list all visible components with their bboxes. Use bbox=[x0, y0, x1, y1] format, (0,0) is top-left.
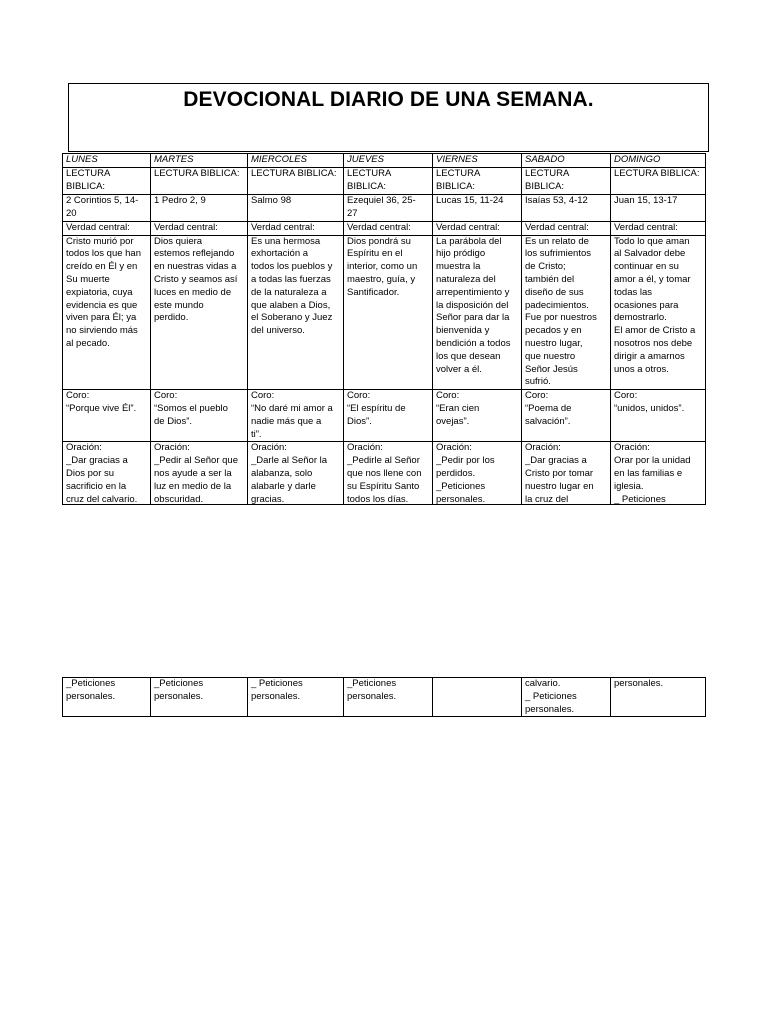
verdad-central-line: Cristo murió por bbox=[66, 235, 134, 247]
lectura-line: Juan 15, 13-17 bbox=[614, 194, 678, 206]
coro-line: ti”. bbox=[251, 428, 262, 440]
lectura-label-line: LECTURA bbox=[66, 167, 111, 179]
coro-line: Coro: bbox=[154, 390, 178, 402]
verdad-central-line: Cristo y seamos así bbox=[154, 273, 238, 285]
verdad-central-line: arrepentimiento y bbox=[436, 286, 510, 298]
oracion-line: la cruz del bbox=[525, 493, 569, 505]
oracion-line: _Dar gracias a bbox=[525, 455, 587, 467]
verdad-central-line: todas las bbox=[614, 286, 653, 298]
verdad-label-row bbox=[63, 221, 706, 235]
lectura-label-line: BIBLICA: bbox=[66, 180, 106, 192]
lectura-miercoles bbox=[248, 194, 344, 221]
coro-line: “Poema de bbox=[525, 402, 572, 414]
lectura-line: Isaías 53, 4-12 bbox=[525, 194, 588, 206]
coro-line: Coro: bbox=[525, 390, 549, 402]
verdad-central-line: al Salvador debe bbox=[614, 248, 686, 260]
coro-domingo bbox=[611, 390, 706, 442]
verdad-label-line: Verdad central: bbox=[251, 221, 315, 233]
verdad-central-line: Dios quiera bbox=[154, 235, 203, 247]
lectura-line: Salmo 98 bbox=[251, 194, 292, 206]
coro-line: salvación”. bbox=[525, 415, 571, 427]
verdad-central-line: no sirviendo más bbox=[66, 325, 138, 337]
coro-lunes bbox=[63, 390, 151, 442]
verdad-central-line: ocasiones para bbox=[614, 299, 679, 311]
day-header-line: LUNES bbox=[66, 154, 98, 165]
continuacion-jueves bbox=[344, 678, 433, 717]
verdad-central-line: Señor Jesús bbox=[525, 363, 578, 375]
coro-miercoles bbox=[248, 390, 344, 442]
continuacion-line: calvario. bbox=[525, 678, 561, 689]
oracion-lunes bbox=[63, 442, 151, 505]
continuacion-line: personales. bbox=[251, 690, 301, 702]
lectura-label-lunes bbox=[63, 167, 151, 194]
oracion-jueves bbox=[344, 442, 433, 505]
verdad-label-line: Verdad central: bbox=[347, 221, 411, 233]
verdad-central-line: expiatoria, cuya bbox=[66, 286, 133, 298]
continuation-table bbox=[62, 677, 706, 717]
verdad-central-jueves bbox=[344, 235, 433, 390]
coro-line: “Somos el pueblo bbox=[154, 402, 228, 414]
day-header-line: DOMINGO bbox=[614, 154, 661, 165]
oracion-line: Oración: bbox=[525, 442, 561, 454]
verdad-central-line: padecimientos. bbox=[525, 299, 589, 311]
continuacion-line: personales. bbox=[66, 690, 116, 702]
lectura-line: 1 Pedro 2, 9 bbox=[154, 194, 206, 206]
oracion-row bbox=[63, 442, 706, 505]
lectura-jueves bbox=[344, 194, 433, 221]
verdad-central-line: viven para Él; ya bbox=[66, 312, 137, 324]
verdad-central-line: Fue por nuestros bbox=[525, 312, 597, 324]
oracion-line: perdidos. bbox=[436, 467, 476, 479]
verdad-central-line: continuar en su bbox=[614, 261, 679, 273]
oracion-line: alabarle y darle bbox=[251, 480, 316, 492]
verdad-central-line: estemos reflejando bbox=[154, 248, 235, 260]
verdad-label-domingo bbox=[611, 221, 706, 235]
verdad-label-lunes bbox=[63, 221, 151, 235]
coro-line: “Eran cien bbox=[436, 402, 480, 414]
oracion-line: alabanza, solo bbox=[251, 467, 313, 479]
coro-line: nadie más que a bbox=[251, 415, 322, 427]
lectura-label-jueves bbox=[344, 167, 433, 194]
coro-line: “No daré mi amor a bbox=[251, 402, 333, 414]
verdad-central-line: dirigir a amarnos bbox=[614, 350, 685, 362]
oracion-line: todos los días. bbox=[347, 493, 409, 505]
continuacion-line: personales. bbox=[347, 690, 397, 702]
verdad-central-line: naturaleza del bbox=[436, 273, 496, 285]
verdad-central-line: La parábola del bbox=[436, 235, 502, 247]
oracion-martes bbox=[151, 442, 248, 505]
day-header-line: MARTES bbox=[154, 154, 194, 165]
continuacion-sabado bbox=[522, 678, 611, 717]
verdad-central-line: en nuestras vidas a bbox=[154, 261, 237, 273]
verdad-central-line: exhortación a bbox=[251, 248, 309, 260]
day-header-martes bbox=[151, 154, 248, 168]
verdad-central-line: Santificador. bbox=[347, 286, 400, 298]
coro-line: ovejas”. bbox=[436, 415, 470, 427]
verdad-central-line: muestra la bbox=[436, 261, 481, 273]
verdad-central-sabado bbox=[522, 235, 611, 390]
oracion-line: Oración: bbox=[614, 442, 650, 454]
verdad-central-line: Dios pondrá su bbox=[347, 235, 411, 247]
lectura-label-martes bbox=[151, 167, 248, 194]
lectura-line: 27 bbox=[347, 207, 358, 219]
lectura-label-miercoles bbox=[248, 167, 344, 194]
lectura-label-line: LECTURA BIBLICA: bbox=[436, 167, 480, 192]
oracion-line: _Dar gracias a bbox=[66, 455, 128, 467]
lectura-lunes bbox=[63, 194, 151, 221]
continuacion-line: personales. bbox=[614, 678, 664, 689]
verdad-central-line: Su muerte bbox=[66, 273, 110, 285]
coro-line: “El espíritu de bbox=[347, 402, 406, 414]
oracion-line: _ Peticiones bbox=[614, 493, 666, 505]
oracion-miercoles bbox=[248, 442, 344, 505]
verdad-central-line: Es una hermosa bbox=[251, 235, 321, 247]
verdad-central-martes bbox=[151, 235, 248, 390]
day-header-line: VIERNES bbox=[436, 154, 478, 165]
verdad-central-line: los sufrimientos bbox=[525, 248, 591, 260]
verdad-central-line: todos los pueblos y bbox=[251, 261, 333, 273]
verdad-label-line: Verdad central: bbox=[525, 221, 589, 233]
verdad-central-line: amor a él, y tomar bbox=[614, 273, 691, 285]
devotional-table bbox=[62, 153, 706, 505]
verdad-central-line: demostrarlo. bbox=[614, 312, 667, 324]
coro-sabado bbox=[522, 390, 611, 442]
day-header-domingo bbox=[611, 154, 706, 168]
continuacion-line: _Peticiones bbox=[154, 678, 204, 689]
oracion-line: luz en medio de la bbox=[154, 480, 232, 492]
verdad-central-line: al pecado. bbox=[66, 337, 110, 349]
verdad-central-line: Señor para dar la bbox=[436, 312, 510, 324]
oracion-line: nuestro lugar en bbox=[525, 480, 594, 492]
day-header-lunes bbox=[63, 154, 151, 168]
verdad-central-line: pecados y en bbox=[525, 325, 582, 337]
day-header-jueves bbox=[344, 154, 433, 168]
day-header-viernes bbox=[433, 154, 522, 168]
coro-line: Coro: bbox=[66, 390, 90, 402]
oracion-line: gracias. bbox=[251, 493, 285, 505]
continuacion-lunes bbox=[63, 678, 151, 717]
lectura-label-line: LECTURA BIBLICA: bbox=[525, 167, 569, 192]
lectura-label-line: LECTURA BIBLICA: bbox=[614, 167, 700, 179]
verdad-central-line: el Soberano y Juez bbox=[251, 312, 333, 324]
verdad-central-line: sufrió. bbox=[525, 376, 551, 388]
verdad-label-line: Verdad central: bbox=[436, 221, 500, 233]
verdad-central-line: bienvenida y bbox=[436, 325, 490, 337]
verdad-central-line: evidencia es que bbox=[66, 299, 138, 311]
lectura-line: 20 bbox=[66, 207, 77, 219]
verdad-central-line: nuestro lugar, bbox=[525, 337, 583, 349]
oracion-viernes bbox=[433, 442, 522, 505]
day-header-sabado bbox=[522, 154, 611, 168]
continuacion-line: _ Peticiones bbox=[525, 690, 577, 702]
verdad-label-line: Verdad central: bbox=[154, 221, 218, 233]
day-header-line: SABADO bbox=[525, 154, 565, 165]
verdad-central-line: que nuestro bbox=[525, 350, 576, 362]
continuacion-viernes bbox=[433, 678, 522, 717]
oracion-line: Oración: bbox=[251, 442, 287, 454]
lectura-sabado bbox=[522, 194, 611, 221]
oracion-sabado bbox=[522, 442, 611, 505]
verdad-central-line: El amor de Cristo a bbox=[614, 325, 696, 337]
oracion-line: Cristo por tomar bbox=[525, 467, 594, 479]
coro-line: de Dios”. bbox=[154, 415, 193, 427]
lectura-line: Ezequiel 36, 25- bbox=[347, 194, 416, 206]
verdad-central-line: Todo lo que aman bbox=[614, 235, 690, 247]
verdad-label-line: Verdad central: bbox=[66, 221, 130, 233]
verdad-central-lunes bbox=[63, 235, 151, 390]
verdad-central-line: perdido. bbox=[154, 312, 189, 324]
coro-line: “Porque vive Él”. bbox=[66, 402, 137, 414]
oracion-line: su Espíritu Santo bbox=[347, 480, 420, 492]
verdad-central-line: que alaben a Dios, bbox=[251, 299, 331, 311]
lectura-viernes bbox=[433, 194, 522, 221]
title-box bbox=[68, 83, 709, 152]
verdad-central-line: la disposición del bbox=[436, 299, 509, 311]
verdad-central-line: todos los que han bbox=[66, 248, 142, 260]
coro-line: Coro: bbox=[347, 390, 371, 402]
verdad-label-jueves bbox=[344, 221, 433, 235]
continuacion-miercoles bbox=[248, 678, 344, 717]
verdad-central-line: los que desean bbox=[436, 350, 501, 362]
verdad-central-domingo bbox=[611, 235, 706, 390]
coro-line: Coro: bbox=[251, 390, 275, 402]
oracion-line: Dios por su bbox=[66, 467, 115, 479]
days-row bbox=[63, 154, 706, 168]
oracion-line: cruz del calvario. bbox=[66, 493, 138, 505]
day-header-miercoles bbox=[248, 154, 344, 168]
continuation-row bbox=[63, 678, 706, 717]
page-title: DEVOCIONAL DIARIO DE UNA SEMANA. bbox=[183, 88, 594, 111]
lectura-label-sabado bbox=[522, 167, 611, 194]
lectura-domingo bbox=[611, 194, 706, 221]
verdad-central-line: también del bbox=[525, 273, 575, 285]
verdad-central-viernes bbox=[433, 235, 522, 390]
oracion-line: nos ayude a ser la bbox=[154, 467, 232, 479]
coro-viernes bbox=[433, 390, 522, 442]
oracion-line: sacrificio en la bbox=[66, 480, 127, 492]
oracion-line: Orar por la unidad bbox=[614, 455, 691, 467]
oracion-line: _Peticiones bbox=[436, 480, 486, 492]
continuacion-domingo bbox=[611, 678, 706, 717]
lectura-label-line: LECTURA BIBLICA: bbox=[154, 167, 240, 179]
verdad-central-line: Espíritu en el bbox=[347, 248, 403, 260]
oracion-line: Oración: bbox=[347, 442, 383, 454]
coro-line: Coro: bbox=[436, 390, 460, 402]
continuacion-line: _Peticiones bbox=[347, 678, 397, 689]
verdad-central-line: bendición a todos bbox=[436, 337, 511, 349]
verdad-central-line: volver a él. bbox=[436, 363, 482, 375]
lectura-label-viernes bbox=[433, 167, 522, 194]
verdad-central-line: de la naturaleza a bbox=[251, 286, 327, 298]
lectura-label-line: LECTURA BIBLICA: bbox=[251, 167, 337, 179]
oracion-line: iglesia. bbox=[614, 480, 644, 492]
oracion-domingo bbox=[611, 442, 706, 505]
continuacion-line: _ Peticiones bbox=[251, 678, 303, 689]
verdad-central-line: nosotros nos debe bbox=[614, 337, 693, 349]
oracion-line: obscuridad. bbox=[154, 493, 204, 505]
coro-line: Dios”. bbox=[347, 415, 372, 427]
oracion-line: _Pedir al Señor que bbox=[154, 455, 238, 467]
coro-line: Coro: bbox=[614, 390, 638, 402]
verdad-label-martes bbox=[151, 221, 248, 235]
lectura-label-domingo bbox=[611, 167, 706, 194]
lectura-row bbox=[63, 194, 706, 221]
lectura-label-row bbox=[63, 167, 706, 194]
verdad-label-miercoles bbox=[248, 221, 344, 235]
oracion-line: _Pedir por los bbox=[436, 455, 495, 467]
verdad-central-line: de Cristo; bbox=[525, 261, 566, 273]
verdad-central-line: creído en Él y en bbox=[66, 261, 138, 273]
verdad-row bbox=[63, 235, 706, 390]
continuacion-line: _Peticiones bbox=[66, 678, 116, 689]
verdad-central-miercoles bbox=[248, 235, 344, 390]
verdad-label-line: Verdad central: bbox=[614, 221, 678, 233]
oracion-line: que nos llene con bbox=[347, 467, 422, 479]
verdad-central-line: del universo. bbox=[251, 325, 305, 337]
verdad-central-line: luces en medio de bbox=[154, 286, 232, 298]
lectura-martes bbox=[151, 194, 248, 221]
oracion-line: Oración: bbox=[436, 442, 472, 454]
continuacion-line: personales. bbox=[525, 703, 575, 715]
verdad-label-viernes bbox=[433, 221, 522, 235]
oracion-line: personales. bbox=[436, 493, 486, 505]
verdad-central-line: Es un relato de bbox=[525, 235, 589, 247]
verdad-central-line: a todas las fuerzas bbox=[251, 273, 331, 285]
lectura-line: 2 Corintios 5, 14- bbox=[66, 194, 139, 206]
oracion-line: _Pedirle al Señor bbox=[347, 455, 420, 467]
day-header-line: MIERCOLES bbox=[251, 154, 307, 165]
coro-jueves bbox=[344, 390, 433, 442]
coro-line: “unidos, unidos”. bbox=[614, 402, 685, 414]
verdad-central-line: diseño de sus bbox=[525, 286, 584, 298]
continuacion-line: personales. bbox=[154, 690, 204, 702]
verdad-central-line: unos a otros. bbox=[614, 363, 669, 375]
oracion-line: Oración: bbox=[66, 442, 102, 454]
continuacion-martes bbox=[151, 678, 248, 717]
oracion-line: _Darle al Señor la bbox=[251, 455, 328, 467]
coro-martes bbox=[151, 390, 248, 442]
oracion-line: en las familias e bbox=[614, 467, 683, 479]
coro-row bbox=[63, 390, 706, 442]
verdad-label-sabado bbox=[522, 221, 611, 235]
oracion-line: Oración: bbox=[154, 442, 190, 454]
day-header-line: JUEVES bbox=[347, 154, 384, 165]
lectura-label-line: LECTURA BIBLICA: bbox=[347, 167, 391, 192]
verdad-central-line: maestro, guía, y bbox=[347, 273, 416, 285]
verdad-central-line: hijo pródigo bbox=[436, 248, 486, 260]
verdad-central-line: interior, como un bbox=[347, 261, 418, 273]
verdad-central-line: este mundo bbox=[154, 299, 204, 311]
lectura-line: Lucas 15, 11-24 bbox=[436, 194, 504, 206]
